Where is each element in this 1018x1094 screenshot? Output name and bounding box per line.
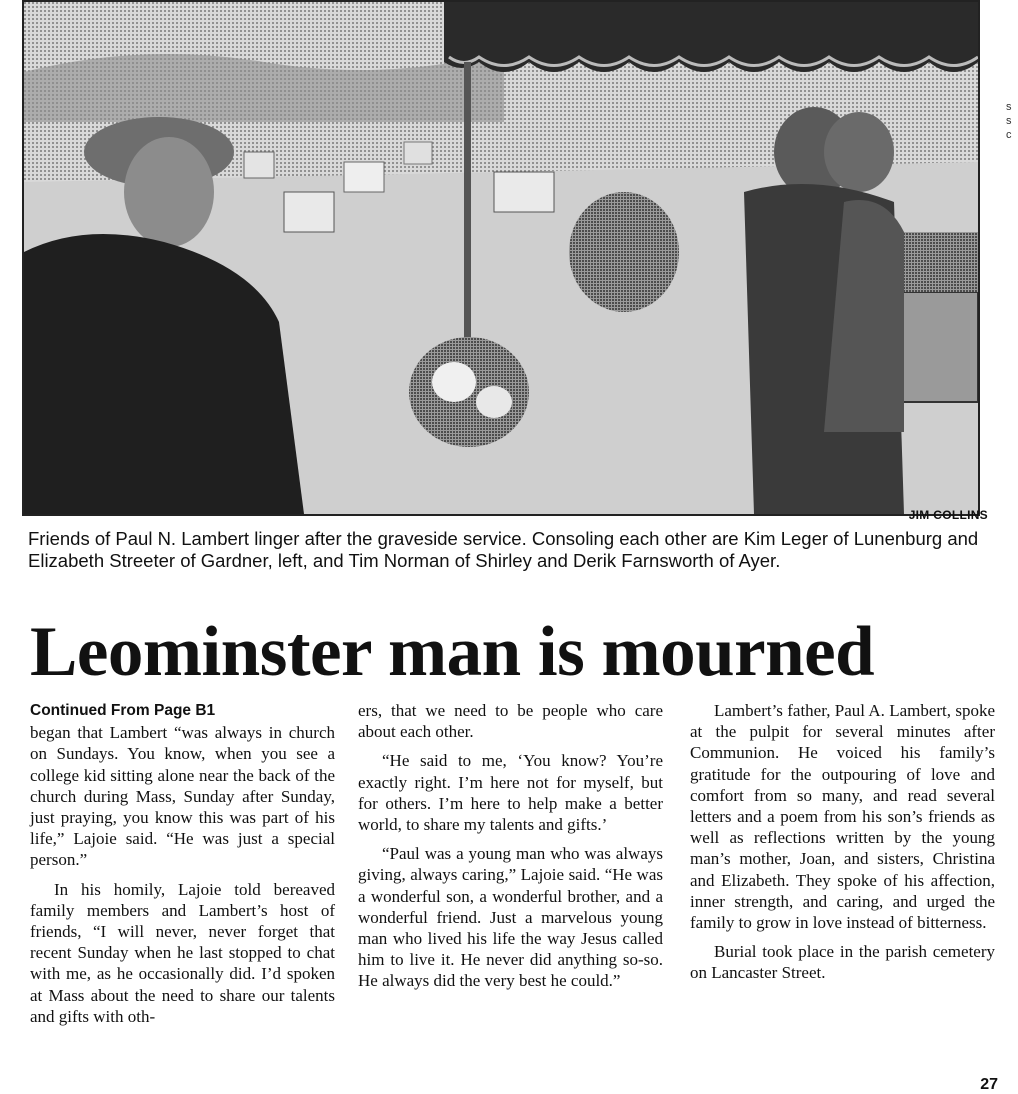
page-number: 27: [980, 1076, 998, 1093]
page-edge-marks: [1006, 100, 1016, 142]
edge-mark: s: [1006, 101, 1012, 113]
photo-credit: JIM COLLINS: [908, 508, 988, 522]
edge-mark: s: [1006, 115, 1012, 127]
paragraph: In his homily, Lajoie told bereaved family members and Lambert’s host of friends, “I will never, never forget that recent Sunday when he last stopped to chat with me, as he occasionally did. I’d spoken at Mass about the need to share our talents and gifts with oth-: [30, 879, 335, 1026]
article-column-2: [358, 700, 663, 1000]
headline: Leominster man is mourned: [30, 613, 875, 691]
photo-illustration: [24, 2, 978, 514]
paragraph: ers, that we need to be people who care about each other.: [358, 701, 663, 742]
article-column-1: [30, 700, 335, 1035]
paragraph: began that Lambert “was always in church on Sundays. You know, when you see a college kid sitting alone near the back of the church during Mass, Sunday after Sunday, just praying, you know this was part of his life,” Lajoie said. “He was just a special person.”: [30, 723, 335, 870]
continued-kicker: Continued From Page B1: [30, 702, 216, 719]
article-column-3: [690, 700, 995, 992]
photo-caption: Friends of Paul N. Lambert linger after the graveside service. Consoling each other are Kim Leger of Lunenburg and Elizabeth Streeter of Gardner, left, and Tim Norman of Shirley and Derik Farnsworth of Ayer.: [28, 528, 979, 571]
paragraph: “He said to me, ‘You know? You’re exactly right. I’m here not for myself, but for others. I’m here to help make a better world, to share my talents and gifts.’: [358, 751, 663, 835]
edge-mark: c: [1006, 129, 1012, 141]
news-photo: [22, 0, 980, 516]
paragraph: “Paul was a young man who was always giving, always caring,” Lajoie said. “He was a wonderful son, a wonderful brother, and a wonderful friend. Just a marvelous young man who lived his life the way Jesus called him to live it. He never did anything so-so. He always did the very best he could.”: [358, 844, 663, 991]
paragraph: Burial took place in the parish cemetery on Lancaster Street.: [690, 942, 995, 983]
paragraph: Lambert’s father, Paul A. Lambert, spoke at the pulpit for several minutes after Communion. He voiced his family’s gratitude for the outpouring of love and comfort from so many, and read several letters and a poem from his son’s friends as well as reflections written by the young man’s mother, Joan, and sisters, Christina and Elizabeth. They spoke of his affection, inner strength, and caring, and urged the family to grow in love instead of bitterness.: [690, 701, 995, 933]
